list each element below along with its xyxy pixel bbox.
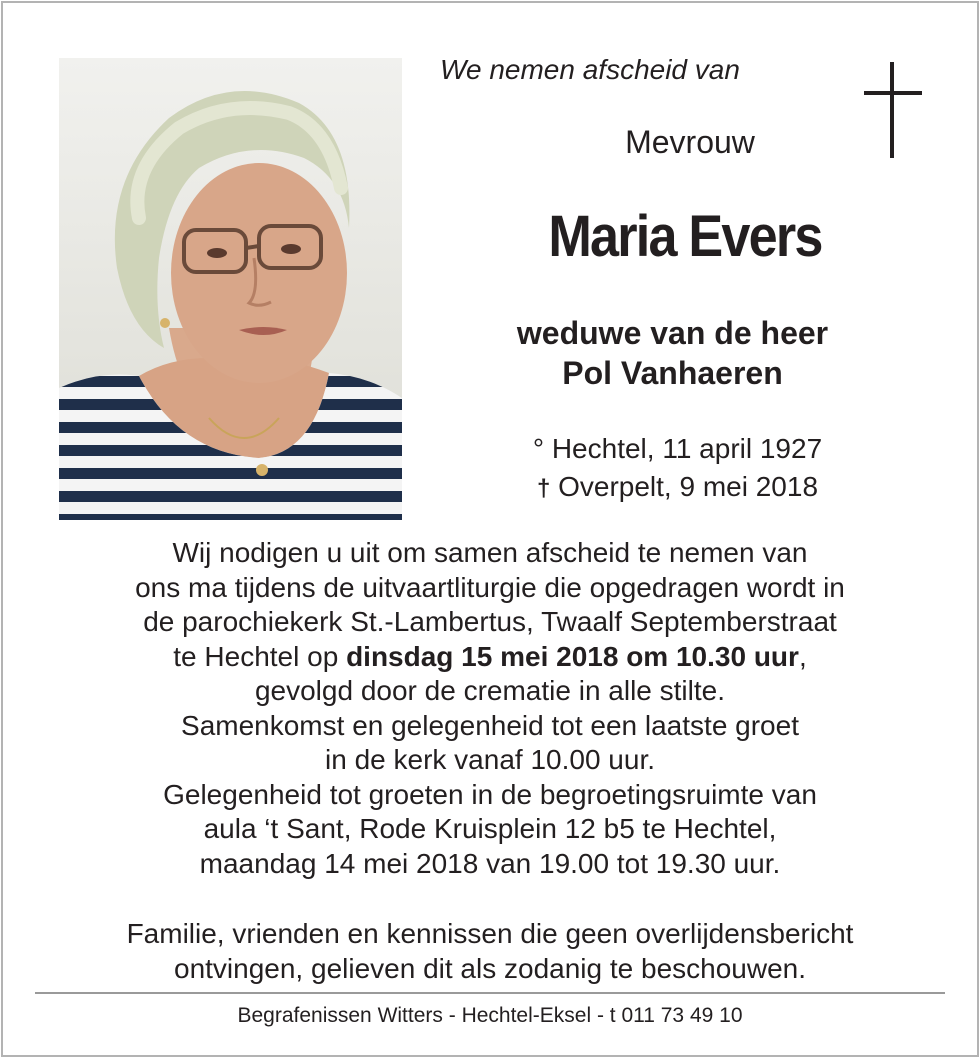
death-date: Overpelt, 9 mei 2018 — [558, 471, 819, 502]
body-line-8: Gelegenheid tot groeten in de begroetingsruimte van — [163, 778, 817, 810]
widow-of — [460, 313, 885, 393]
closing-line-2: ontvingen, gelieven dit als zodanig te beschouwen. — [174, 953, 806, 984]
body-line-4-suffix: , — [798, 640, 807, 672]
intro-line: We nemen afscheid van — [440, 54, 740, 85]
honorific: Mevrouw — [625, 124, 755, 160]
body-line-7: in de kerk vanaf 10.00 uur. — [325, 744, 655, 775]
birth-date: Hechtel, 11 april 1927 — [551, 433, 823, 464]
body-line-5: gevolgd door de crematie in alle stilte. — [254, 675, 726, 706]
closing-text — [40, 916, 940, 986]
invitation-text — [40, 536, 940, 881]
body-line-1: Wij nodigen u uit om samen afscheid te nemen van — [172, 537, 808, 568]
spouse-name: Pol Vanhaeren — [562, 355, 783, 391]
footer-divider — [35, 992, 945, 994]
body-line-9: aula ‘t Sant, Rode Kruisplein 12 b5 te Hechtel, — [203, 813, 777, 844]
funeral-home-footer: Begrafenissen Witters - Hechtel-Eksel - t 011 73 49 10 — [237, 1004, 743, 1027]
body-line-4 — [40, 640, 940, 675]
life-dates — [470, 430, 885, 508]
birth-line — [470, 430, 885, 468]
body-line-10: maandag 14 mei 2018 van 19.00 tot 19.30 uur. — [199, 847, 781, 879]
dagger-icon: † — [536, 475, 551, 502]
birth-symbol: ° — [532, 433, 545, 464]
deceased-name: Maria Evers — [548, 204, 822, 269]
closing-line-1: Familie, vrienden en kennissen die geen overlijdensbericht — [126, 918, 854, 949]
portrait-photo — [59, 58, 402, 520]
widow-line-1: weduwe van de heer — [516, 315, 829, 351]
funeral-datetime: dinsdag 15 mei 2018 om 10.30 uur — [346, 640, 799, 672]
body-line-3: de parochiekerk St.-Lambertus, Twaalf Septemberstraat — [143, 606, 837, 637]
body-line-2: ons ma tijdens de uitvaartliturgie die opgedragen wordt in — [135, 571, 845, 603]
body-line-4-prefix: te Hechtel op — [173, 640, 347, 672]
body-line-6: Samenkomst en gelegenheid tot een laatste groet — [181, 709, 799, 741]
death-line — [470, 468, 885, 508]
